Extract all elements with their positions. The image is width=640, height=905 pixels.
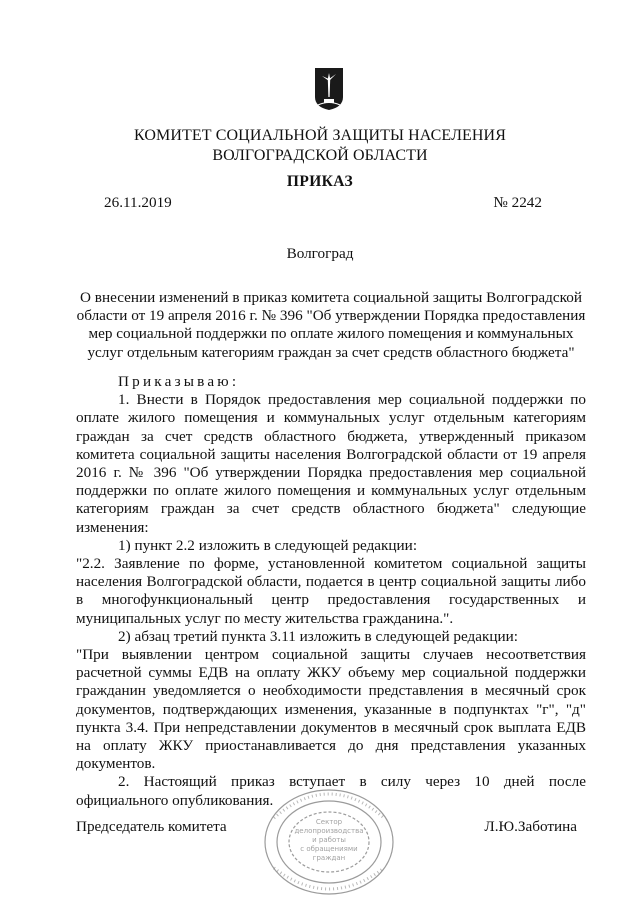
subject-line: области от 19 апреля 2016 г. № 396 "Об утверждении Порядка предоставления	[76, 307, 586, 325]
round-stamp-icon	[252, 780, 406, 898]
svg-text:и работы: и работы	[312, 836, 346, 844]
org-line-1: КОМИТЕТ СОЦИАЛЬНОЙ ЗАЩИТЫ НАСЕЛЕНИЯ	[134, 127, 506, 144]
organization-name	[0, 126, 640, 166]
document-city: Волгоград	[286, 245, 354, 262]
svg-text:граждан: граждан	[312, 854, 346, 862]
svg-text:с обращениями: с обращениями	[300, 845, 358, 853]
coat-of-arms-icon	[314, 67, 344, 111]
org-line-2: ВОЛГОГРАДСКОЙ ОБЛАСТИ	[212, 147, 428, 164]
subparagraph-2-heading: 2) абзац третий пункта 3.11 изложить в следующей редакции:	[118, 627, 518, 645]
order-word: Приказываю:	[118, 373, 240, 390]
document-type: ПРИКАЗ	[286, 173, 354, 190]
document-subject	[76, 289, 586, 362]
signer-title: Председатель комитета	[76, 818, 227, 835]
svg-text:делопроизводства: делопроизводства	[294, 827, 364, 835]
subject-line: мер социальной поддержки по оплате жилого помещения и коммунальных	[88, 325, 574, 343]
subparagraph-1-text: "2.2. Заявление по форме, установленной комитетом социальной защиты населения Волгоградской области, подается в центр социальной защиты либо в многофункциональный центр предоставления государственных и муниципальных услуг по месту жительства гражданина.".	[76, 555, 586, 627]
subparagraph-1-heading: 1) пункт 2.2 изложить в следующей редакции:	[118, 536, 418, 554]
document-body	[76, 373, 586, 810]
document-number: № 2242	[493, 194, 542, 211]
paragraph-1: 1. Внести в Порядок предоставления мер социальной поддержки по оплате жилого помещения и коммунальных услуг отдельным категориям граждан за счет средств областного бюджета, утвержденный приказом комитета социальной защиты населения Волгоградской области от 19 апреля 2016 г. № 396 "Об утверждении Порядка предоставления мер социальной поддержки по оплате жилого помещения и коммунальных услуг отдельным категориям граждан за счет средств областного бюджета" следующие изменения:	[76, 391, 586, 536]
paragraph-2: 2. Настоящий приказ вступает в силу через 10 дней после официального опубликования.	[76, 773, 586, 809]
subparagraph-2-text: "При выявлении центром социальной защиты случаев несоответствия расчетной суммы ЕДВ на оплату ЖКУ объему мер социальной поддержки гражданин уведомляется о необходимости представления в месячный срок документов, подтверждающих изменения, указанные в подпунктах "г", "д" пункта 3.4. При непредставлении документов в месячный срок выплата ЕДВ на оплату ЖКУ приостанавливается до дня представления указанных документов.	[76, 646, 586, 773]
svg-text:Сектор: Сектор	[315, 818, 343, 826]
subject-line: услуг отдельным категориям граждан за счет средств областного бюджета"	[87, 343, 575, 361]
signer-name: Л.Ю.Заботина	[484, 818, 577, 835]
document-date: 26.11.2019	[104, 194, 172, 211]
subject-line: О внесении изменений в приказ комитета социальной защиты Волгоградской	[80, 289, 582, 306]
